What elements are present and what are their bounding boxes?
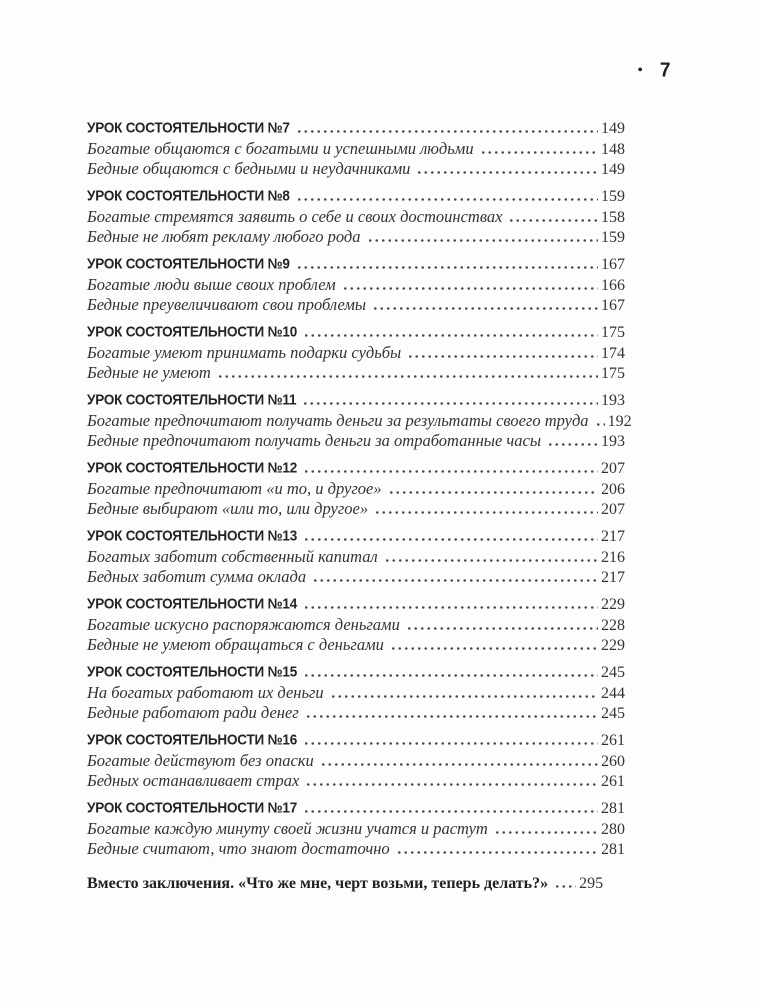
dot-leader bbox=[303, 470, 598, 473]
toc-item-label-row bbox=[87, 547, 625, 567]
toc-item-label: Бедные не любят рекламу любого рода bbox=[87, 227, 361, 246]
toc-item-label: Богатые искусно распоряжаются деньгами bbox=[87, 615, 400, 634]
dot-leader bbox=[547, 443, 598, 446]
dot-leader bbox=[367, 239, 598, 242]
toc-heading-label: УРОК СОСТОЯТЕЛЬНОСТИ №8 bbox=[87, 187, 290, 204]
toc-conclusion-page: 295 bbox=[579, 875, 604, 892]
toc-heading-page: 281 bbox=[601, 800, 625, 817]
page-header bbox=[637, 60, 670, 82]
toc-item-page: 206 bbox=[601, 481, 625, 498]
toc-item-label-row bbox=[87, 703, 625, 723]
dot-leader bbox=[296, 266, 598, 269]
toc-item-label-row bbox=[87, 635, 625, 655]
dot-leader bbox=[406, 627, 598, 630]
dot-leader bbox=[305, 715, 598, 718]
dot-leader bbox=[330, 695, 598, 698]
dot-leader bbox=[303, 606, 598, 609]
dot-leader bbox=[372, 307, 598, 310]
dot-leader bbox=[390, 647, 598, 650]
toc-heading-label: УРОК СОСТОЯТЕЛЬНОСТИ №7 bbox=[87, 119, 290, 136]
toc-item-label: Бедные работают ради денег bbox=[87, 703, 299, 722]
toc-item-label: Богатые люди выше своих проблем bbox=[87, 275, 336, 294]
toc-section bbox=[87, 459, 625, 519]
dot-leader bbox=[480, 151, 598, 154]
page-number: 7 bbox=[659, 59, 670, 82]
dot-leader bbox=[396, 851, 598, 854]
toc-heading-label-row bbox=[87, 731, 625, 751]
toc-item-page: 166 bbox=[601, 277, 625, 294]
toc-heading-page: 229 bbox=[601, 596, 625, 613]
toc-section bbox=[87, 799, 625, 859]
toc-item-page: 193 bbox=[601, 433, 625, 450]
toc-item-label: Бедных останавливает страх bbox=[87, 771, 300, 790]
toc-item-label-row bbox=[87, 227, 625, 247]
toc-item-label-row bbox=[87, 295, 625, 315]
toc-item-label-row bbox=[87, 479, 625, 499]
toc-heading-page: 193 bbox=[601, 392, 625, 409]
dot-leader bbox=[303, 742, 598, 745]
dot-leader bbox=[305, 783, 598, 786]
toc-section bbox=[87, 187, 625, 247]
toc-item-label-row bbox=[87, 207, 625, 227]
toc-item-page: 158 bbox=[601, 209, 625, 226]
toc-item-page: 260 bbox=[601, 753, 625, 770]
toc-item-label-row bbox=[87, 751, 625, 771]
toc-item-label-row bbox=[87, 683, 625, 703]
toc-item-page: 244 bbox=[601, 685, 625, 702]
toc-item-page: 207 bbox=[601, 501, 625, 518]
toc-heading-label-row bbox=[87, 527, 625, 547]
toc-heading-label: УРОК СОСТОЯТЕЛЬНОСТИ №9 bbox=[87, 255, 290, 272]
toc-heading-label: УРОК СОСТОЯТЕЛЬНОСТИ №17 bbox=[87, 799, 298, 816]
table-of-contents bbox=[87, 119, 632, 894]
toc-heading-label: УРОК СОСТОЯТЕЛЬНОСТИ №13 bbox=[87, 527, 298, 544]
toc-item-page: 245 bbox=[601, 705, 625, 722]
dot-leader bbox=[303, 674, 598, 677]
toc-heading-label: УРОК СОСТОЯТЕЛЬНОСТИ №11 bbox=[87, 391, 297, 408]
toc-section bbox=[87, 119, 625, 179]
toc-item-page: 149 bbox=[601, 161, 625, 178]
toc-item-page: 175 bbox=[601, 365, 625, 382]
dot-leader bbox=[554, 885, 576, 888]
toc-heading-page: 149 bbox=[601, 120, 625, 137]
toc-section bbox=[87, 391, 632, 451]
toc-heading-label: УРОК СОСТОЯТЕЛЬНОСТИ №15 bbox=[87, 663, 298, 680]
dot-leader bbox=[494, 831, 598, 834]
toc-item-label-row bbox=[87, 159, 625, 179]
toc-item-page: 192 bbox=[607, 413, 632, 430]
toc-item-page: 229 bbox=[601, 637, 625, 654]
toc-item-label: Бедных заботит сумма оклада bbox=[87, 567, 307, 586]
toc-heading-label: УРОК СОСТОЯТЕЛЬНОСТИ №14 bbox=[87, 595, 298, 612]
toc-item-label-row bbox=[87, 567, 625, 587]
dot-leader bbox=[302, 402, 598, 405]
toc-item-label-row bbox=[87, 275, 625, 295]
toc-section bbox=[87, 663, 625, 723]
dot-leader bbox=[296, 198, 598, 201]
toc-item-label-row bbox=[87, 431, 625, 451]
toc-section bbox=[87, 527, 625, 587]
toc-heading-label-row bbox=[87, 663, 625, 683]
toc-section bbox=[87, 731, 625, 791]
dot-leader bbox=[312, 579, 598, 582]
toc-heading-label-row bbox=[87, 119, 625, 139]
toc-item-label: Богатые предпочитают получать деньги за результаты своего труда bbox=[87, 411, 589, 430]
toc-item-label-row bbox=[87, 499, 625, 519]
dot-leader bbox=[388, 491, 598, 494]
dot-leader bbox=[320, 763, 598, 766]
toc-item-label: Богатые умеют принимать подарки судьбы bbox=[87, 343, 402, 362]
dot-leader bbox=[303, 538, 598, 541]
toc-heading-label-row bbox=[87, 459, 625, 479]
dot-leader bbox=[595, 423, 605, 426]
toc-item-label: Бедные предпочитают получать деньги за отработанные часы bbox=[87, 431, 542, 450]
toc-item-label: На богатых работают их деньги bbox=[87, 683, 324, 702]
toc-item-label: Бедные общаются с бедными и неудачниками bbox=[87, 159, 411, 178]
toc-heading-page: 217 bbox=[601, 528, 625, 545]
toc-item-page: 159 bbox=[601, 229, 625, 246]
toc-heading-page: 175 bbox=[601, 324, 625, 341]
toc-item-page: 148 bbox=[601, 141, 625, 158]
toc-conclusion-row bbox=[87, 874, 625, 894]
toc-item-label-row bbox=[87, 343, 625, 363]
dot-leader bbox=[416, 171, 598, 174]
toc-item-page: 280 bbox=[601, 821, 625, 838]
toc-heading-label-row bbox=[87, 595, 625, 615]
toc-item-label: Богатые предпочитают «и то, и другое» bbox=[87, 479, 382, 498]
dot-leader bbox=[508, 219, 598, 222]
toc-item-label: Бедные не умеют bbox=[87, 363, 211, 382]
toc-heading-label-row bbox=[87, 255, 625, 275]
toc-item-label: Богатые действуют без опаски bbox=[87, 751, 314, 770]
toc-conclusion-label: Вместо заключения. «Что же мне, черт возьми, теперь делать?» bbox=[87, 875, 549, 892]
toc-heading-page: 261 bbox=[601, 732, 625, 749]
dot-leader bbox=[303, 334, 598, 337]
toc-item-label-row bbox=[87, 411, 632, 431]
toc-heading-label: УРОК СОСТОЯТЕЛЬНОСТИ №10 bbox=[87, 323, 298, 340]
toc-heading-page: 159 bbox=[601, 188, 625, 205]
toc-heading-page: 167 bbox=[601, 256, 625, 273]
toc-heading-label: УРОК СОСТОЯТЕЛЬНОСТИ №16 bbox=[87, 731, 298, 748]
toc-item-label-row bbox=[87, 839, 625, 859]
toc-sections bbox=[87, 119, 632, 859]
dot-leader bbox=[217, 375, 598, 378]
dot-leader bbox=[296, 130, 598, 133]
toc-item-label: Богатых заботит собственный капитал bbox=[87, 547, 378, 566]
toc-heading-page: 245 bbox=[601, 664, 625, 681]
toc-item-page: 228 bbox=[601, 617, 625, 634]
toc-item-label-row bbox=[87, 819, 625, 839]
toc-item-page: 167 bbox=[601, 297, 625, 314]
dot-leader bbox=[384, 559, 598, 562]
toc-item-label-row bbox=[87, 771, 625, 791]
toc-item-label: Бедные считают, что знают достаточно bbox=[87, 839, 390, 858]
toc-item-label: Бедные преувеличивают свои проблемы bbox=[87, 295, 367, 314]
dot-leader bbox=[407, 355, 598, 358]
toc-item-label-row bbox=[87, 615, 625, 635]
toc-item-label-row bbox=[87, 139, 625, 159]
toc-item-label: Богатые каждую минуту своей жизни учатся и растут bbox=[87, 819, 488, 838]
toc-item-page: 216 bbox=[601, 549, 625, 566]
toc-heading-label-row bbox=[87, 323, 625, 343]
toc-section bbox=[87, 595, 625, 655]
toc-heading-label-row bbox=[87, 187, 625, 207]
toc-heading-label-row bbox=[87, 799, 625, 819]
toc-heading-label-row bbox=[87, 391, 625, 411]
dot-leader bbox=[342, 287, 598, 290]
toc-item-label: Богатые стремятся заявить о себе и своих достоинствах bbox=[87, 207, 503, 226]
dot-leader bbox=[303, 810, 598, 813]
dot-leader bbox=[374, 511, 598, 514]
toc-section bbox=[87, 323, 625, 383]
toc-item-page: 261 bbox=[601, 773, 625, 790]
toc-heading-label: УРОК СОСТОЯТЕЛЬНОСТИ №12 bbox=[87, 459, 298, 476]
toc-item-page: 281 bbox=[601, 841, 625, 858]
toc-section bbox=[87, 255, 625, 315]
toc-item-label: Бедные выбирают «или то, или другое» bbox=[87, 499, 369, 518]
toc-item-page: 217 bbox=[601, 569, 625, 586]
toc-item-label: Бедные не умеют обращаться с деньгами bbox=[87, 635, 384, 654]
toc-item-label: Богатые общаются с богатыми и успешными людьми bbox=[87, 139, 474, 158]
toc-item-page: 174 bbox=[601, 345, 625, 362]
header-bullet-icon: • bbox=[637, 62, 643, 79]
toc-heading-page: 207 bbox=[601, 460, 625, 477]
toc-item-label-row bbox=[87, 363, 625, 383]
